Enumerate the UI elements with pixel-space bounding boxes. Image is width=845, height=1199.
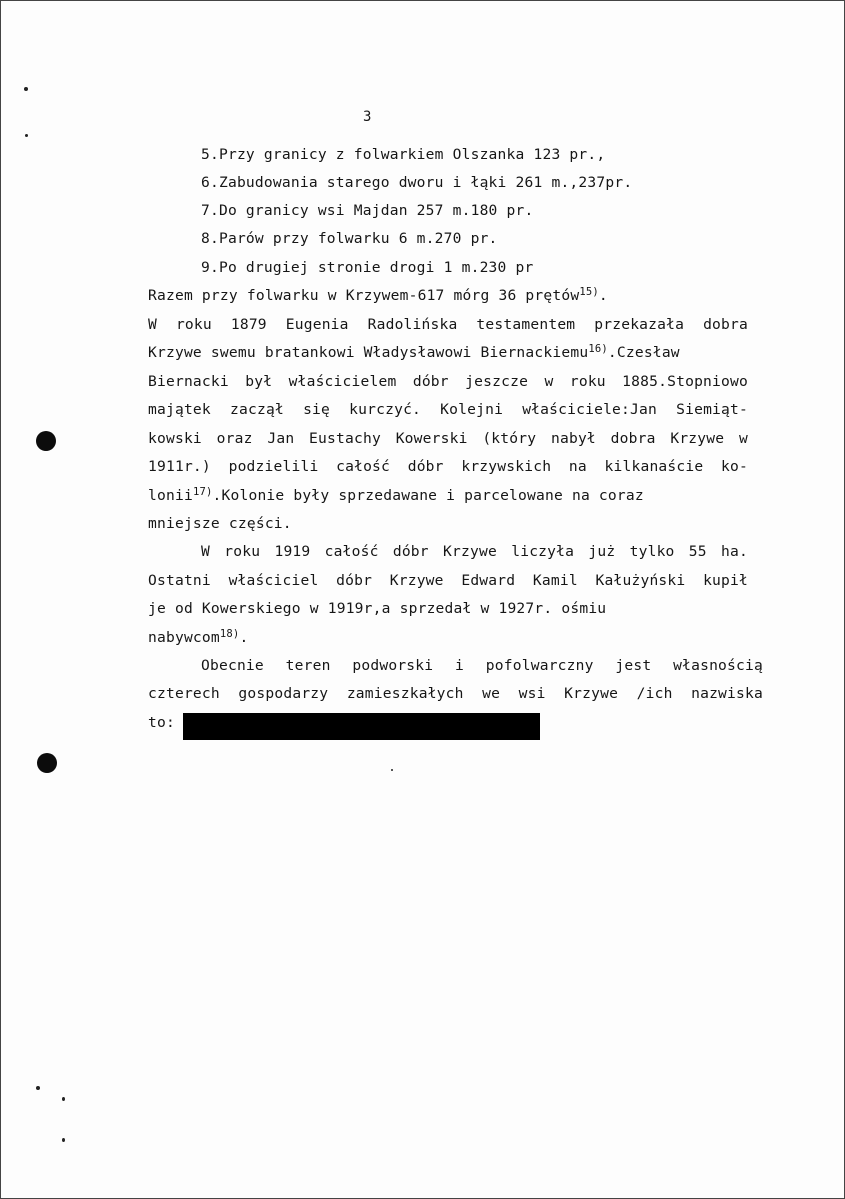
- paragraph-line: Biernacki był właścicielem dóbr jeszcze w roku 1885.Stopniowo: [148, 373, 748, 390]
- paragraph-line: Ostatni właściciel dóbr Krzywe Edward Kamil Kałużyński kupił: [148, 572, 748, 589]
- paragraph-line: 1911r.) podzielili całość dóbr krzywskich na kilkanaście ko-: [148, 458, 748, 475]
- redaction-block: [183, 713, 540, 740]
- paragraph-line: W roku 1919 całość dóbr Krzywe liczyła już tylko 55 ha.: [201, 543, 748, 560]
- footnote-ref: 16): [588, 343, 608, 355]
- footnote-ref: 15): [579, 286, 599, 298]
- text-run: .: [239, 629, 249, 646]
- total-line: [148, 287, 608, 305]
- text-run: .Kolonie były sprzedawane i parcelowane na coraz: [212, 487, 644, 504]
- paragraph-line: je od Kowerskiego w 1919r,a sprzedał w 1927r. ośmiu: [148, 600, 607, 617]
- paragraph-line: [148, 344, 680, 362]
- punch-hole: [37, 753, 57, 773]
- footnote-ref: 18): [219, 628, 240, 640]
- paragraph-line: mniejsze części.: [148, 515, 292, 532]
- page-number: 3: [363, 109, 372, 125]
- list-item: 6.Zabudowania starego dworu i łąki 261 m.,237pr.: [201, 174, 633, 191]
- text-run: .Czesław: [607, 344, 680, 361]
- paragraph-line: [148, 629, 248, 647]
- list-item: 5.Przy granicy z folwarkiem Olszanka 123 pr.,: [201, 146, 606, 163]
- total-text: Razem przy folwarku w Krzywem-617 mórg 36 prętów: [148, 287, 580, 304]
- scan-speck: [24, 87, 28, 91]
- scan-speck: [391, 769, 393, 771]
- paragraph-line: W roku 1879 Eugenia Radolińska testamentem przekazała dobra: [148, 316, 748, 333]
- scan-speck: [36, 1086, 40, 1090]
- total-tail: .: [598, 287, 608, 304]
- paragraph-line: czterech gospodarzy zamieszkałych we wsi Krzywe /ich nazwiska: [148, 685, 763, 702]
- list-item: 7.Do granicy wsi Majdan 257 m.180 pr.: [201, 202, 534, 219]
- text-run: lonii: [148, 487, 193, 504]
- paragraph-line: to:: [148, 714, 175, 731]
- paragraph-line: Obecnie teren podworski i pofolwarczny jest własnością: [201, 657, 763, 674]
- list-item: 8.Parów przy folwarku 6 m.270 pr.: [201, 230, 498, 247]
- punch-hole: [36, 431, 56, 451]
- scan-speck: [25, 134, 28, 137]
- text-run: nabywcom: [148, 629, 220, 646]
- list-item: 9.Po drugiej stronie drogi 1 m.230 pr: [201, 259, 534, 276]
- paragraph-line: majątek zaczął się kurczyć. Kolejni właściciele:Jan Siemiąt-: [148, 401, 748, 418]
- footnote-ref: 17): [192, 486, 213, 498]
- scan-speck: [62, 1097, 65, 1101]
- paragraph-line: [148, 487, 644, 505]
- paragraph-line: kowski oraz Jan Eustachy Kowerski (który nabył dobra Krzywe w: [148, 430, 748, 447]
- scan-speck: [62, 1138, 65, 1142]
- text-run: Krzywe swemu bratankowi Władysławowi Biernackiemu: [148, 344, 589, 361]
